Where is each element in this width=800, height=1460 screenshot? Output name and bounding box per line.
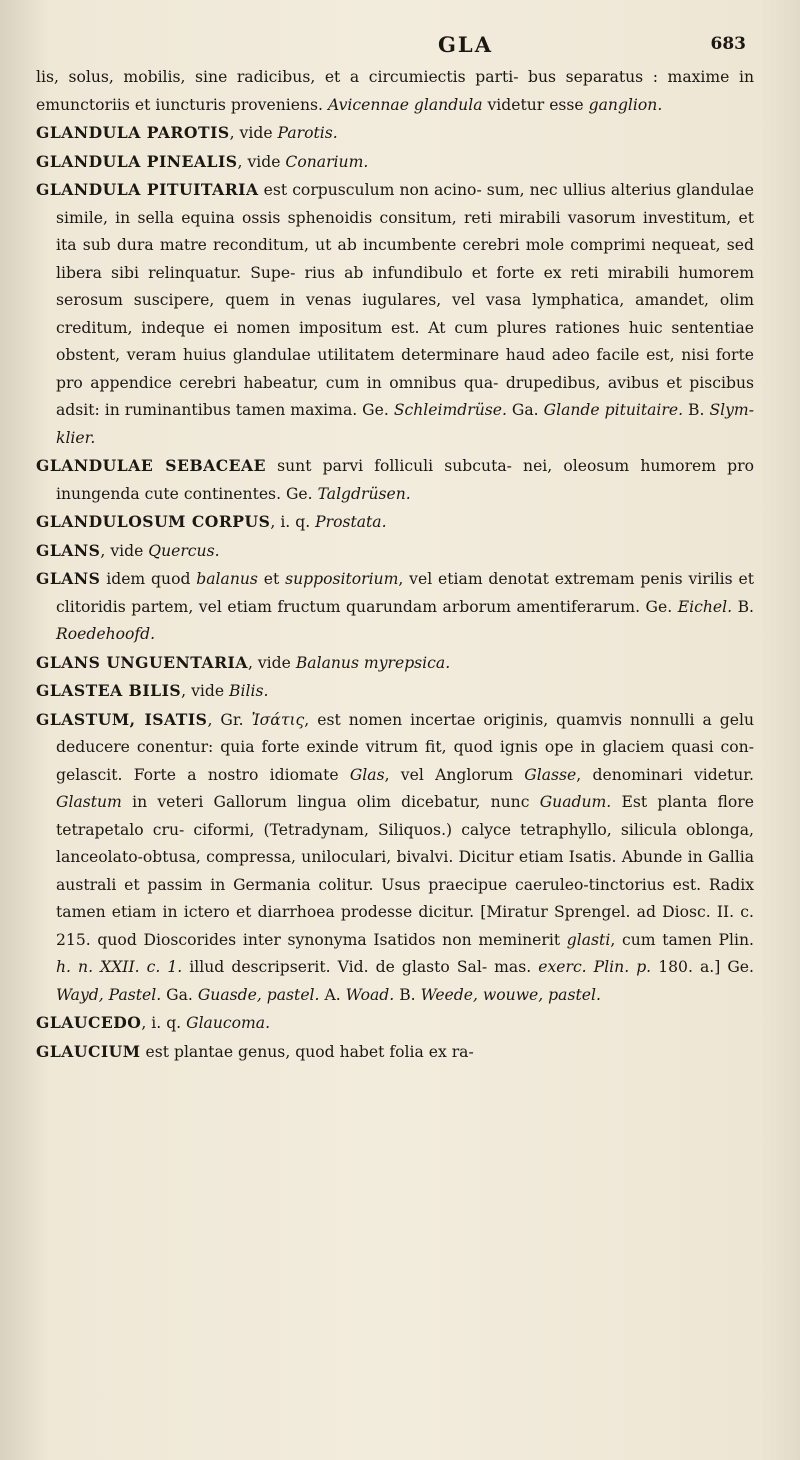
italic-text: Glasse [524, 765, 577, 784]
entry-headword: GLANDULA PINEALIS [36, 151, 238, 171]
entry-text: , vide [237, 152, 286, 171]
entry-headword: GLASTEA BILIS [36, 681, 182, 700]
entry-text: Ga. [161, 985, 198, 1004]
italic-text: Avicennae glandula [327, 95, 483, 114]
italic-text: Talgdrüsen. [317, 484, 411, 503]
page-header [36, 28, 754, 64]
italic-text: Guadum. [539, 793, 612, 811]
italic-text: balanus [196, 570, 258, 588]
entry-headword: GLAUCIUM [36, 1041, 141, 1061]
italic-text: Glaucoma. [186, 1014, 271, 1032]
italic-text: Weede, wouwe, pastel. [420, 985, 601, 1004]
entry-text: , vide [229, 124, 278, 142]
entry-text: est plantae genus, quod habet folia ex ra- [140, 1042, 474, 1061]
entry-text: Ga. [506, 401, 544, 419]
italic-text: Woad. [345, 985, 395, 1004]
italic-text: Balanus myrepsica. [295, 653, 451, 672]
entry-text: , est nomen incertae originis, quamvis nonnulli a gelu deducere conentur: quia forte exinde vitrum fit, quod ignis ope in glaciem quasi con- gelascit. Forte a nostro idiomate [56, 710, 755, 784]
dictionary-entry [36, 148, 754, 177]
entry-text: 180. a.] Ge. [651, 958, 754, 976]
dictionary-entry [36, 119, 754, 148]
italic-text: Conarium. [285, 152, 369, 171]
continued-paragraph [36, 64, 754, 119]
dictionary-entry [36, 565, 754, 649]
entry-text: B. [394, 985, 421, 1004]
entry-text: in veteri Gallorum lingua olim dicebatur, nunc [121, 793, 540, 811]
page-number: 683 [710, 34, 746, 54]
italic-text: Glastum [56, 793, 122, 811]
italic-text: Prostata. [315, 513, 387, 531]
italic-text: Glas [349, 765, 385, 784]
italic-text: Wayd, Pastel. [56, 985, 162, 1004]
entry-text: , i. q. [141, 1014, 187, 1032]
dictionary-entry [36, 508, 754, 537]
dictionary-entry [36, 537, 754, 566]
entry-text: , vide [247, 653, 296, 672]
dictionary-entry [36, 452, 754, 508]
italic-text: suppositorium [285, 570, 399, 588]
entry-text: et [257, 570, 286, 588]
entry-text: , vel Anglorum [384, 765, 525, 784]
entry-text: , denominari videtur. [576, 765, 754, 784]
entry-text: , i. q. [270, 513, 316, 531]
entry-text: est corpusculum non acino- sum, nec ullius alterius glandulae simile, in sella equina ossis sphenoidis consitum, reti mirabili vasorum investitum, et ita sub dura matre reconditum, ut ab incumbente cerebri mole comprimi nequeat, sed libera sibi relinquatur. Supe- rius ab infundibulo et forte ex reti mirabili humorem serosum suscipere, quem in venas iugulares, vel vasa lymphatica, amandet, olim creditum, indeque ei nomen impositum est. At cum plures rationes huic sententiae obstent, veram huius glandulae utilitatem determinare haud adeo facile est, nisi forte pro appendice cerebri habeatur, cum in omnibus qua- drupedibus, avibus et piscibus adsit: in ruminantibus tamen maxima. Ge. [56, 181, 754, 419]
dictionary-entry [36, 649, 754, 678]
italic-text: h. n. XXII. c. 1. [56, 958, 183, 976]
entry-text: Est planta flore tetrapetalo cru- ciformi, (Tetradynam, Siliquos.) calyce tetraphyllo, silicula oblonga, lanceolato-obtusa, compressa, uniloculari, bivalvi. Dicitur etiam Isatis. Abunde in Gallia australi et passim in Germania colitur. Usus praecipue caeruleo-tinctorius est. Radix tamen etiam in ictero et diarrhoea prodesse dicitur. [Miratur Sprengel. ad Diosc. II. c. 215. quod Dioscorides inter synonyma Isatidos non meminerit [56, 793, 754, 949]
italic-text: Quercus. [148, 541, 220, 560]
entry-headword: GLANDULA PAROTIS [36, 123, 230, 142]
entry-headword: GLANDULAE SEBACEAE [36, 456, 267, 475]
entry-text: , vide [100, 541, 149, 560]
entry-text: lis, solus, mobilis, sine radicibus, et a circumiectis parti- bus separatus : maxime in emunctoriis et iuncturis proveniens. [36, 68, 754, 114]
italic-text: Ἰσάτις [251, 710, 305, 729]
entry-text: A. [319, 985, 346, 1004]
entry-text: , Gr. [207, 710, 252, 729]
dictionary-entry [36, 677, 754, 706]
entry-headword: GLANS UNGUENTARIA [36, 652, 248, 672]
italic-text: exerc. Plin. p. [538, 958, 652, 976]
dictionary-entry [36, 176, 754, 452]
running-head: GLA [438, 32, 493, 57]
entry-text: videtur esse [482, 95, 589, 114]
entry-text: , vide [181, 682, 230, 700]
entry-headword: GLASTUM, ISATIS [36, 709, 208, 729]
dictionary-entry [36, 706, 754, 1010]
entry-text: idem quod [100, 570, 197, 588]
entry-text: , vel etiam denotat extremam penis virilis et clitoridis partem, vel etiam fructum quarundam arborum amentiferarum. Ge. [56, 570, 754, 616]
italic-text: ganglion. [588, 95, 663, 114]
entry-text: , cum tamen Plin. [610, 930, 754, 949]
italic-text: Schleimdrüse. [393, 401, 507, 419]
entry-headword: GLANDULA PITUITARIA [36, 180, 259, 199]
italic-text: Parotis. [277, 124, 338, 142]
entry-headword: GLANS [36, 540, 101, 560]
dictionary-entry [36, 1038, 754, 1067]
italic-text: Glande pituitaire. [543, 401, 684, 419]
entry-headword: GLAUCEDO [36, 1013, 142, 1032]
italic-text: Slym-klier. [56, 401, 754, 447]
dictionary-body [36, 64, 754, 1066]
italic-text: Bilis. [229, 682, 269, 700]
entry-text: sunt parvi folliculi subcuta- nei, oleosum humorem pro inungenda cute continentes. Ge. [56, 457, 754, 503]
italic-text: Guasde, pastel. [197, 985, 320, 1004]
entry-text: illud descripserit. Vid. de glasto Sal- mas. [182, 958, 539, 976]
italic-text: Roedehoofd. [56, 625, 156, 643]
entry-headword: GLANS [36, 569, 101, 588]
dictionary-entry [36, 1009, 754, 1038]
italic-text: Eichel. [677, 597, 733, 616]
entry-headword: GLANDULOSUM CORPUS [36, 512, 271, 531]
italic-text: glasti [566, 930, 611, 949]
entry-text: B. [732, 597, 755, 616]
entry-text: B. [683, 401, 710, 419]
